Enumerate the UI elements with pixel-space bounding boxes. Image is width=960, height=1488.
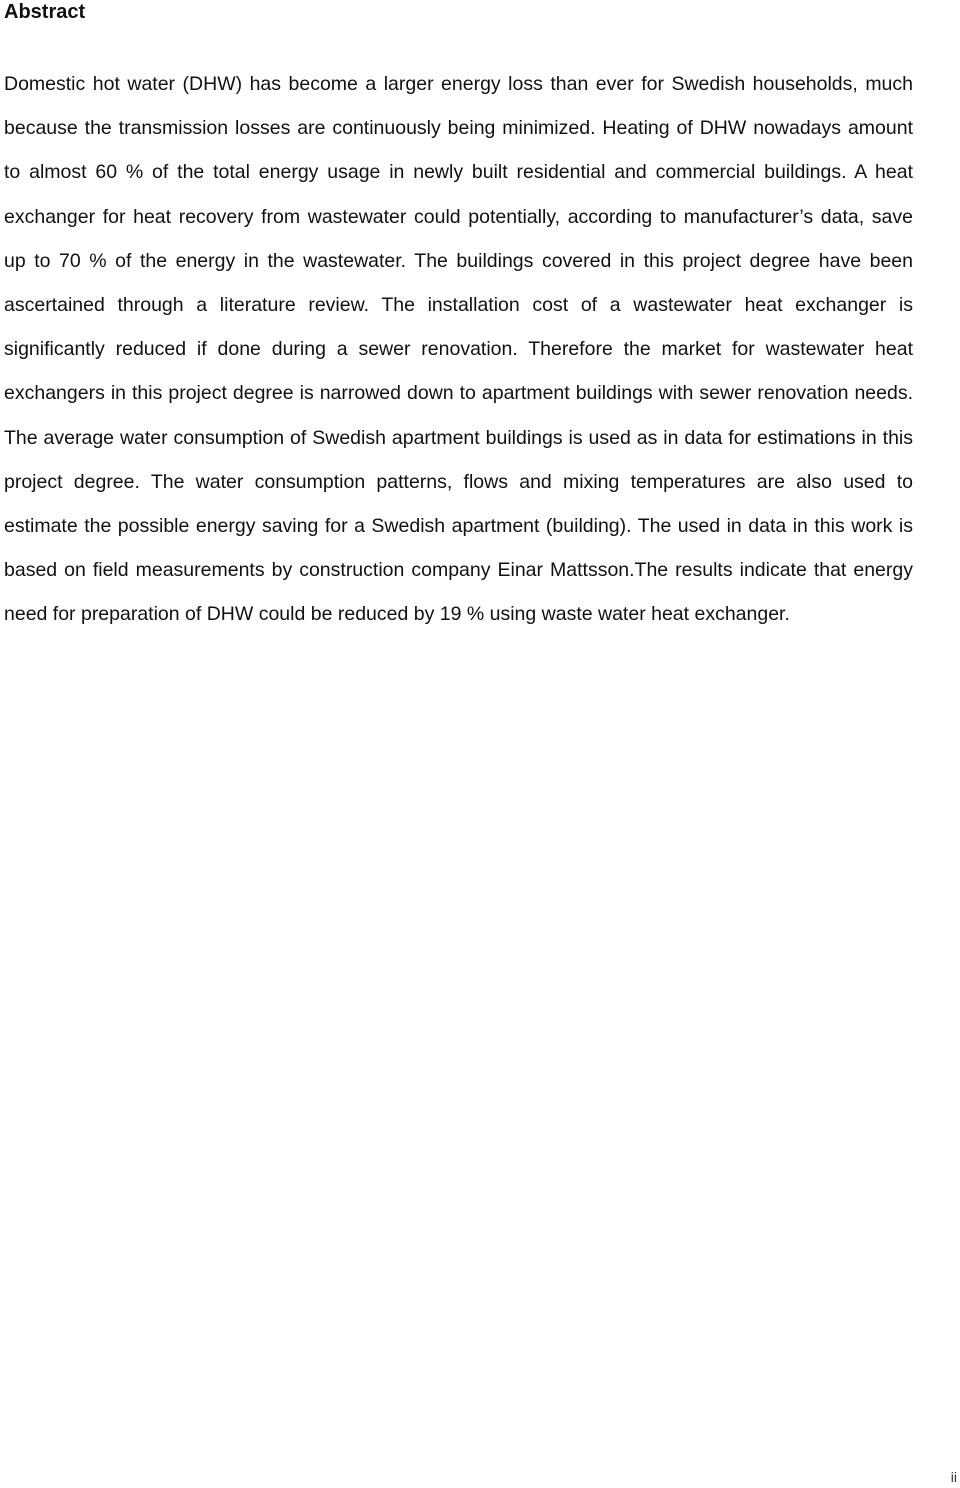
page-number: ii: [950, 1469, 957, 1485]
section-heading: Abstract: [4, 1, 86, 23]
abstract-paragraph: Domestic hot water (DHW) has become a larger energy loss than ever for Swedish households, much because the transmission losses are continuously being minimized. Heating of DHW nowadays amount to almost 60 % of the total energy usage in newly built residential and commercial buildings. A heat exchanger for heat recovery from wastewater could potentially, according to manufacturer’s data, save up to 70 % of the energy in the wastewater. The buildings covered in this project degree have been ascertained through a literature review. The installation cost of a wastewater heat exchanger is significantly reduced if done during a sewer renovation. Therefore the market for wastewater heat exchangers in this project degree is narrowed down to apartment buildings with sewer renovation needs. The average water consumption of Swedish apartment buildings is used as in data for estimations in this project degree. The water consumption patterns, flows and mixing temperatures are also used to estimate the possible energy saving for a Swedish apartment (building). The used in data in this work is based on field measurements by construction company Einar Mattsson.The results indicate that energy need for preparation of DHW could be reduced by 19 % using waste water heat exchanger.: [4, 73, 913, 626]
